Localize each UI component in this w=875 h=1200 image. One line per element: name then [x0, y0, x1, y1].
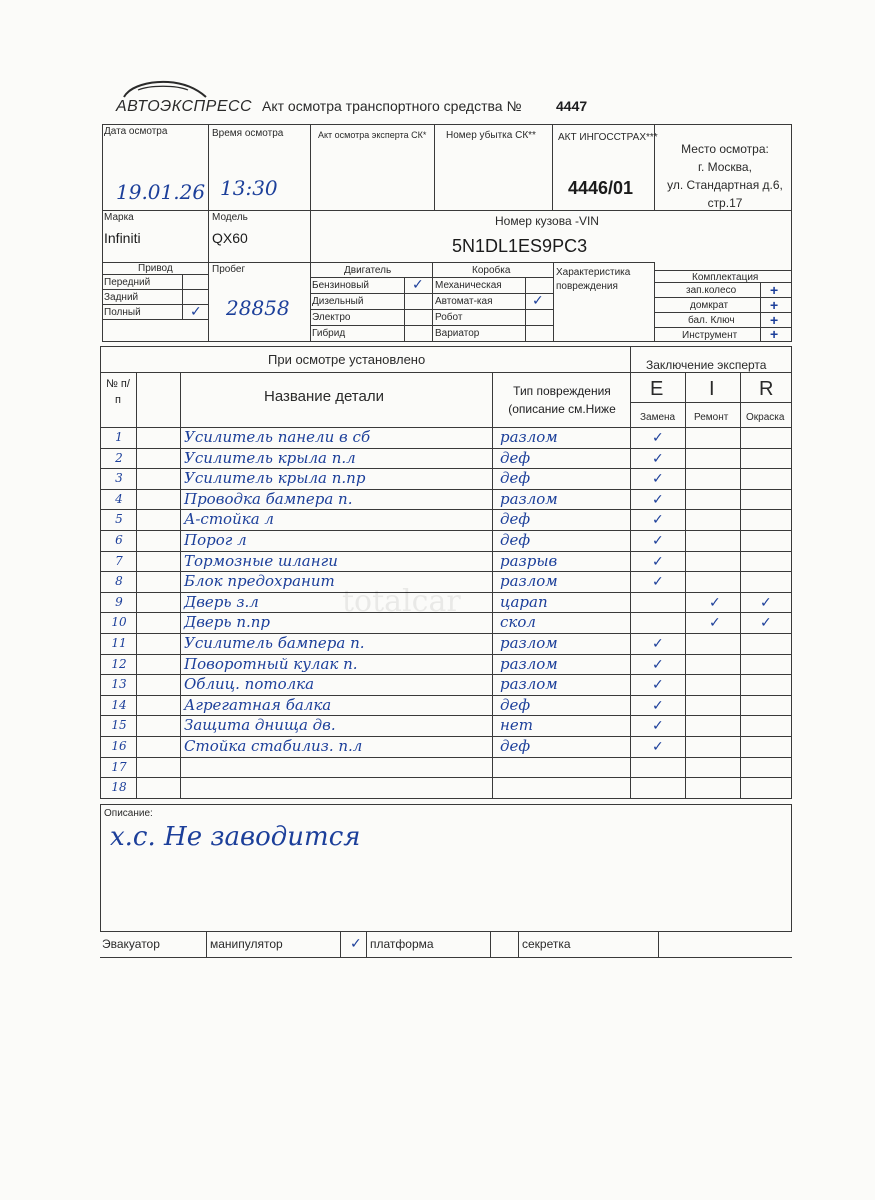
row-number: 8 — [115, 574, 123, 588]
letter-r: R — [759, 378, 774, 400]
damage-type: деф — [500, 469, 531, 487]
engine-option-diesel: Дизельный — [312, 296, 364, 307]
row-number: 11 — [111, 636, 127, 650]
evacuator-label: Эвакуатор — [102, 937, 160, 951]
gearbox-option-cvt: Вариатор — [435, 328, 480, 339]
document-title: Акт осмотра транспортного средства № — [262, 98, 522, 114]
time-value: 13:30 — [220, 176, 278, 200]
replace-check-icon: ✓ — [652, 429, 664, 445]
damage-type: разлом — [500, 655, 558, 673]
inspection-place — [660, 140, 790, 212]
letter-i: I — [709, 378, 715, 400]
place-label: Место осмотра: — [681, 142, 769, 156]
description-label: Описание: — [104, 808, 153, 819]
sub-label-replace: Замена — [640, 412, 676, 423]
gearbox-option-manual: Механическая — [435, 280, 502, 291]
drive-option-full: Полный — [104, 307, 141, 318]
row-number: 7 — [115, 554, 123, 568]
model-value: QX60 — [212, 230, 248, 246]
car-logo-icon — [120, 78, 210, 100]
row-number: 14 — [111, 698, 127, 712]
equipment-label: Комплектация — [692, 272, 759, 283]
damage-type: деф — [500, 696, 531, 714]
part-name: Агрегатная балка — [184, 696, 332, 714]
part-name: Усилитель панели в сб — [184, 428, 371, 446]
part-name: Стойка стабилиз. п.л — [184, 737, 363, 755]
row-number: 13 — [111, 677, 127, 691]
replace-check-icon: ✓ — [652, 470, 664, 486]
place-line: ул. Стандартная д.6, — [667, 178, 783, 192]
part-name: А-стойка л — [184, 510, 274, 528]
replace-check-icon: ✓ — [652, 717, 664, 733]
drive-option-rear: Задний — [104, 292, 139, 303]
part-name: Усилитель крыла п.л — [184, 449, 356, 467]
damage-type: скол — [500, 613, 536, 631]
evacuator-manipulator: манипулятор — [210, 937, 283, 951]
damage-type: разлом — [500, 490, 558, 508]
damage-type: царап — [500, 593, 548, 611]
evacuator-secret: секретка — [522, 937, 571, 951]
drive-label: Привод — [138, 263, 173, 274]
part-name: Порог л — [184, 531, 247, 549]
equipment-mark: + — [770, 297, 779, 313]
vin-label: Номер кузова -VIN — [495, 214, 599, 228]
replace-check-icon: ✓ — [652, 491, 664, 507]
row-number: 16 — [111, 739, 127, 753]
date-value: 19.01.26 — [116, 180, 206, 204]
loss-number-label: Номер убытка СК** — [446, 130, 536, 141]
description-text: х.с. Не заводится — [110, 822, 361, 852]
equipment-item: домкрат — [690, 300, 729, 311]
damage-type: деф — [500, 449, 531, 467]
replace-check-icon: ✓ — [652, 738, 664, 754]
row-number: 12 — [111, 657, 127, 671]
gearbox-label: Коробка — [472, 265, 511, 276]
letter-e: E — [650, 378, 664, 400]
expert-act-label: Акт осмотра эксперта СК* — [318, 130, 427, 140]
equipment-mark: + — [770, 312, 779, 328]
engine-option-petrol: Бензиновый — [312, 280, 369, 291]
gearbox-check-icon: ✓ — [532, 292, 544, 308]
replace-check-icon: ✓ — [652, 656, 664, 672]
drive-check-icon: ✓ — [190, 303, 202, 319]
gearbox-option-auto: Автомат-кая — [435, 296, 493, 307]
part-name: Тормозные шланги — [184, 552, 338, 570]
paint-check-icon: ✓ — [760, 594, 772, 610]
repair-check-icon: ✓ — [709, 594, 721, 610]
part-name: Дверь з.л — [184, 593, 259, 611]
row-number: 3 — [115, 471, 123, 485]
ingos-act-label: АКТ ИНГОССТРАХ*** — [558, 132, 658, 143]
row-number: 18 — [111, 780, 127, 794]
model-label: Модель — [212, 212, 248, 223]
row-number: 10 — [111, 615, 127, 629]
platform-check-icon: ✓ — [350, 935, 362, 951]
mileage-value: 28858 — [226, 296, 290, 320]
row-number: 15 — [111, 718, 127, 732]
logo-text: АВТОЭКСПРЕСС — [116, 98, 253, 115]
engine-option-electric: Электро — [312, 312, 351, 323]
row-number: 17 — [111, 760, 127, 774]
place-line: г. Москва, — [698, 160, 752, 174]
equipment-item: бал. Ключ — [688, 315, 735, 326]
replace-check-icon: ✓ — [652, 553, 664, 569]
place-line: стр.17 — [707, 196, 743, 210]
expert-conclusion-title: Заключение эксперта — [646, 358, 767, 372]
ingos-act-value: 4446/01 — [568, 178, 634, 198]
damage-type: деф — [500, 510, 531, 528]
paint-check-icon: ✓ — [760, 614, 772, 630]
damage-type: разлом — [500, 634, 558, 652]
evacuator-platform: платформа — [370, 937, 434, 951]
date-label: Дата осмотра — [104, 126, 168, 137]
row-number: 5 — [115, 512, 123, 526]
replace-check-icon: ✓ — [652, 573, 664, 589]
watermark: totalcar — [342, 584, 461, 619]
findings-title: При осмотре установлено — [268, 352, 426, 367]
damage-type: разлом — [500, 572, 558, 590]
damage-char-label: Характеристика повреждения — [556, 267, 631, 292]
repair-check-icon: ✓ — [709, 614, 721, 630]
damage-type: разлом — [500, 675, 558, 693]
row-divider — [100, 777, 792, 778]
part-name: Проводка бампера п. — [184, 490, 353, 508]
engine-option-hybrid: Гибрид — [312, 328, 346, 339]
row-divider — [100, 757, 792, 758]
damage-type: разлом — [500, 428, 558, 446]
engine-check-icon: ✓ — [412, 276, 424, 292]
mileage-label: Пробег — [212, 264, 246, 275]
replace-check-icon: ✓ — [652, 676, 664, 692]
vin-value: 5N1DL1ES9PC3 — [452, 236, 588, 256]
equipment-item: Инструмент — [682, 330, 738, 341]
damage-type: нет — [500, 716, 533, 734]
replace-check-icon: ✓ — [652, 635, 664, 651]
part-name: Усилитель бампера п. — [184, 634, 365, 652]
time-label: Время осмотра — [212, 128, 284, 139]
sub-label-paint: Окраска — [746, 412, 785, 423]
row-number: 4 — [115, 492, 123, 506]
damage-type: деф — [500, 737, 531, 755]
part-name: Дверь п.пр — [184, 613, 271, 631]
engine-label: Двигатель — [344, 265, 392, 276]
col-part-header: Название детали — [264, 388, 384, 405]
gearbox-option-robot: Робот — [435, 312, 463, 323]
row-number: 2 — [115, 451, 123, 465]
part-name: Блок предохранит — [184, 572, 335, 590]
document-number: 4447 — [556, 98, 588, 114]
part-name: Облиц. потолка — [184, 675, 315, 693]
col-damage-header: Тип повреждения (описание см.Ниже — [508, 384, 616, 416]
replace-check-icon: ✓ — [652, 697, 664, 713]
col-number-header: № п/п — [106, 378, 130, 406]
row-number: 6 — [115, 533, 123, 547]
row-number: 1 — [115, 430, 123, 444]
replace-check-icon: ✓ — [652, 450, 664, 466]
damage-type: разрыв — [500, 552, 558, 570]
equipment-mark: + — [770, 282, 779, 298]
replace-check-icon: ✓ — [652, 511, 664, 527]
equipment-item: зап.колесо — [686, 285, 737, 296]
damage-type: деф — [500, 531, 531, 549]
company-logo — [112, 78, 253, 118]
part-name: Усилитель крыла п.пр — [184, 469, 366, 487]
drive-option-front: Передний — [104, 277, 151, 288]
make-value: Infiniti — [104, 230, 141, 246]
row-number: 9 — [115, 595, 123, 609]
make-label: Марка — [104, 212, 134, 223]
part-name: Защита днища дв. — [184, 716, 336, 734]
part-name: Поворотный кулак п. — [184, 655, 358, 673]
equipment-mark: + — [770, 326, 779, 342]
replace-check-icon: ✓ — [652, 532, 664, 548]
sub-label-repair: Ремонт — [694, 412, 729, 423]
